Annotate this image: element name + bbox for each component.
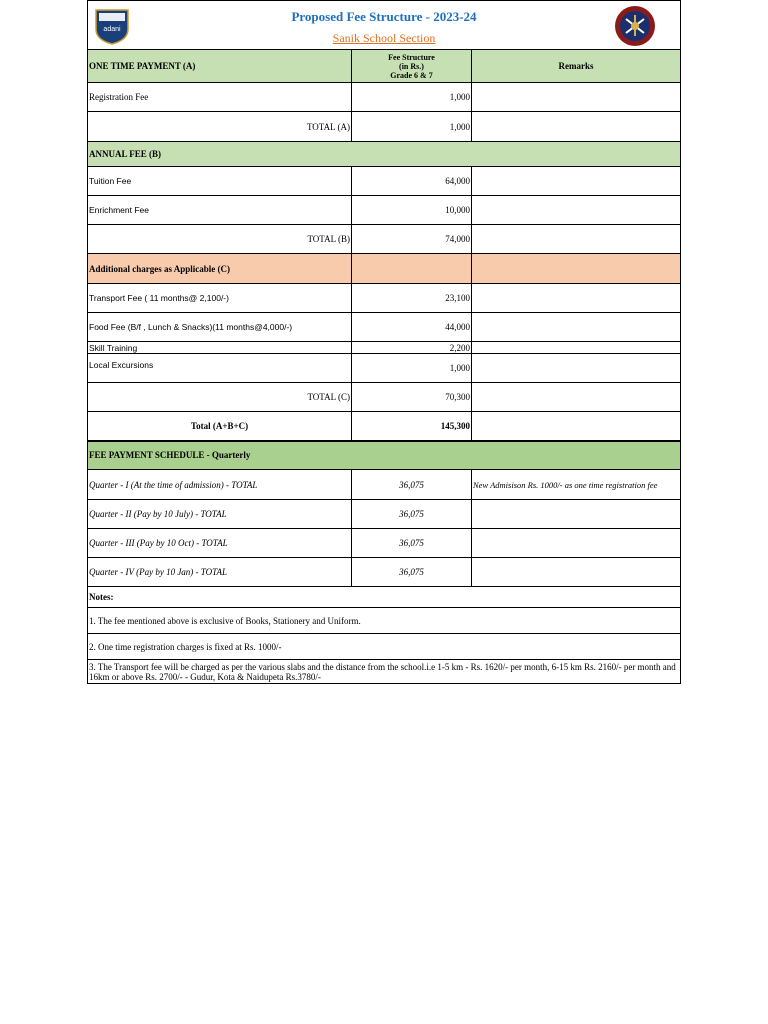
notes-heading-row [88, 587, 681, 608]
col-header-fee-line2: (in Rs.) [399, 61, 424, 71]
row-label: Local Excursions [88, 354, 352, 383]
total-b-row [88, 225, 681, 254]
col-header-fee-line1: Fee Structure [388, 52, 435, 62]
row-value: 36,075 [352, 500, 472, 529]
logo-text: adani [103, 26, 121, 33]
annual-heading: ANNUAL FEE (B) [88, 142, 681, 167]
table-row [88, 196, 681, 225]
row-value: 1,000 [352, 354, 472, 383]
note-item: 1. The fee mentioned above is exclusive of Books, Stationery and Uniform. [88, 608, 681, 634]
row-value: 64,000 [352, 167, 472, 196]
additional-heading-row [88, 254, 681, 284]
row-label: Tuition Fee [88, 167, 352, 196]
total-a-label: TOTAL (A) [88, 112, 352, 142]
column-header-row [88, 50, 681, 83]
total-b-value: 74,000 [352, 225, 472, 254]
header-row [88, 1, 681, 50]
row-label: Food Fee (B/f , Lunch & Snacks)(11 months@4,000/-) [88, 313, 352, 342]
row-remark [472, 83, 681, 112]
table-row [88, 354, 681, 383]
col-header-remarks: Remarks [472, 50, 681, 83]
annual-heading-row [88, 142, 681, 167]
emblem-icon [614, 5, 656, 47]
col-header-fee-line3: Grade 6 & 7 [390, 70, 433, 80]
row-label: Registration Fee [88, 83, 352, 112]
col-header-fee [352, 50, 472, 83]
row-label: Transport Fee ( 11 months@ 2,100/-) [88, 284, 352, 313]
row-label: Quarter - II (Pay by 10 July) - TOTAL [88, 500, 352, 529]
table-row [88, 167, 681, 196]
grand-total-value: 145,300 [352, 412, 472, 441]
total-c-value: 70,300 [352, 383, 472, 412]
total-c-label: TOTAL (C) [88, 383, 352, 412]
row-value: 2,200 [352, 342, 472, 354]
row-label: Skill Training [88, 342, 352, 354]
total-c-row [88, 383, 681, 412]
row-value: 23,100 [352, 284, 472, 313]
page-title: Proposed Fee Structure - 2023-24 [291, 8, 477, 24]
table-row [88, 529, 681, 558]
row-label: Quarter - I (At the time of admission) - TOTAL [88, 470, 352, 500]
note-item: 3. The Transport fee will be charged as per the various slabs and the distance from the school.i.e 1-5 km - Rs. 1620/- per month, 6-15 km Rs. 2160/- per month and 16km or above Rs. 2700/- - Gudur, Kota & Naidupeta Rs.3780/- [88, 660, 681, 684]
note-row [88, 660, 681, 684]
table-row [88, 313, 681, 342]
grand-total-row [88, 412, 681, 441]
table-row [88, 558, 681, 587]
note-row [88, 608, 681, 634]
table-row [88, 470, 681, 500]
row-value: 44,000 [352, 313, 472, 342]
row-label: Quarter - IV (Pay by 10 Jan) - TOTAL [88, 558, 352, 587]
row-value: 1,000 [352, 83, 472, 112]
total-a-row [88, 112, 681, 142]
table-row [88, 83, 681, 112]
schedule-heading: FEE PAYMENT SCHEDULE - Quarterly [88, 441, 681, 470]
grand-total-label: Total (A+B+C) [88, 412, 352, 441]
notes-heading: Notes: [88, 587, 681, 608]
table-row [88, 284, 681, 313]
total-a-value: 1,000 [352, 112, 472, 142]
fee-table [87, 0, 681, 684]
row-value: 36,075 [352, 558, 472, 587]
row-value: 36,075 [352, 529, 472, 558]
col-header-payment: ONE TIME PAYMENT (A) [88, 50, 352, 83]
additional-heading: Additional charges as Applicable (C) [88, 254, 352, 284]
page-subtitle: Sanik School Section [332, 30, 436, 45]
note-item: 2. One time registration charges is fixed at Rs. 1000/- [88, 634, 681, 660]
schedule-heading-row [88, 441, 681, 470]
fee-document [87, 0, 680, 684]
total-b-label: TOTAL (B) [88, 225, 352, 254]
row-remark: New Admisison Rs. 1000/- as one time registration fee [472, 470, 681, 500]
table-row [88, 500, 681, 529]
row-label: Quarter - III (Pay by 10 Oct) - TOTAL [88, 529, 352, 558]
school-logo-icon [93, 7, 131, 45]
row-label: Enrichment Fee [88, 196, 352, 225]
table-row [88, 342, 681, 354]
note-row [88, 634, 681, 660]
row-value: 10,000 [352, 196, 472, 225]
row-value: 36,075 [352, 470, 472, 500]
